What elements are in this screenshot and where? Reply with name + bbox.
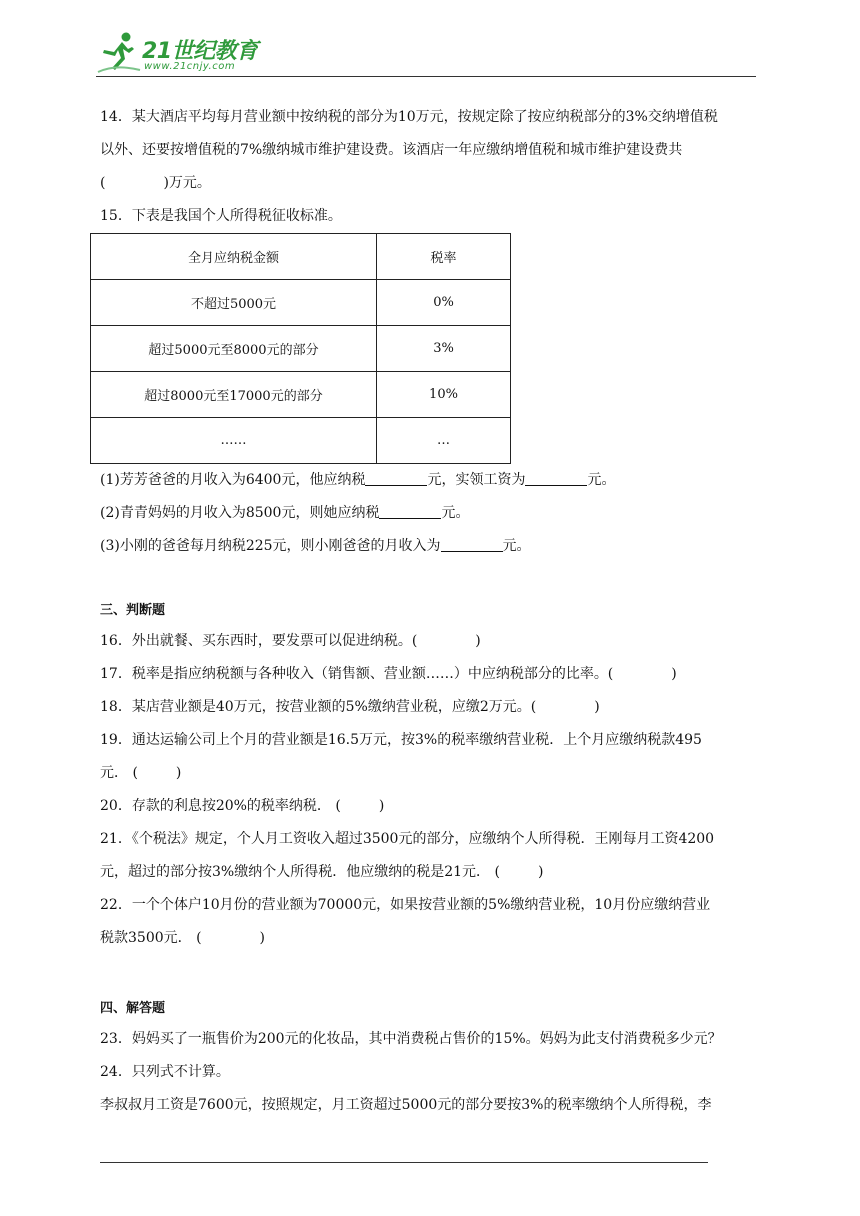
footer-divider <box>100 1162 708 1163</box>
q16: 16．外出就餐、买东西时，要发票可以促进纳税。( ) <box>100 633 481 649</box>
q24-body: 李叔叔月工资是7600元，按照规定，月工资超过5000元的部分要按3%的税率缴纳个人所得税，李 <box>100 1097 712 1113</box>
table-row <box>91 372 511 418</box>
page-header <box>96 30 756 78</box>
header-divider <box>96 76 756 77</box>
table-cell: 不超过5000元 <box>91 280 377 326</box>
worksheet-body <box>100 101 764 1122</box>
q14-line1: 14．某大酒店平均每月营业额中按纳税的部分为10万元，按规定除了按应纳税部分的3%交纳增值税 <box>100 109 718 125</box>
q17: 17．税率是指应纳税额与各种收入（销售额、营业额……）中应纳税部分的比率。( ) <box>100 666 677 682</box>
table-row <box>91 326 511 372</box>
q19-line2: 元． ( ) <box>100 765 182 781</box>
section-title-judgement: 三、判断题 <box>100 603 166 618</box>
q15-sub3: (3)小刚的爸爸每月纳税225元，则小刚爸爸的月收入为 元。 <box>100 538 531 554</box>
answer-blank[interactable] <box>441 537 503 552</box>
table-header-row <box>91 234 511 280</box>
table-cell: … <box>377 418 511 464</box>
table-cell: …… <box>91 418 377 464</box>
q20: 20．存款的利息按20%的税率纳税． ( ) <box>100 798 385 814</box>
q19-line1: 19．通达运输公司上个月的营业额是16.5万元，按3%的税率缴纳营业税．上个月应缴纳税款495 <box>100 732 702 748</box>
q23: 23．妈妈买了一瓶售价为200元的化妆品，其中消费税占售价的15%。妈妈为此支付消费税多少元？ <box>100 1031 722 1047</box>
q14-line3: ( )万元。 <box>100 175 211 191</box>
table-cell: 超过5000元至8000元的部分 <box>91 326 377 372</box>
runner-logo-icon <box>96 30 142 76</box>
logo-text: 21世纪教育 <box>142 39 258 64</box>
q15-intro: 15．下表是我国个人所得税征收标准。 <box>100 208 342 224</box>
table-row <box>91 280 511 326</box>
q15-sub1: (1)芳芳爸爸的月收入为6400元，他应纳税 元，实领工资为 元。 <box>100 472 616 488</box>
table-row <box>91 418 511 464</box>
tax-rate-table <box>90 233 511 464</box>
q14-line2: 以外、还要按增值税的7%缴纳城市维护建设费。该酒店一年应缴纳增值税和城市维护建设费共 <box>100 142 683 158</box>
q21-line2: 元，超过的部分按3%缴纳个人所得税．他应缴纳的税是21元． ( ) <box>100 864 544 880</box>
q24: 24．只列式不计算。 <box>100 1064 230 1080</box>
q22-line2: 税款3500元． ( ) <box>100 930 266 946</box>
table-cell: 3% <box>377 326 511 372</box>
q22-line1: 22．一个个体户10月份的营业额为70000元，如果按营业额的5%缴纳营业税，10月份应缴纳营业 <box>100 897 711 913</box>
table-header-cell: 全月应纳税金额 <box>91 234 377 280</box>
q21-line1: 21．《个税法》规定，个人月工资收入超过3500元的部分，应缴纳个人所得税．王刚每月工资4200 <box>100 831 715 847</box>
answer-blank[interactable] <box>525 471 587 486</box>
table-header-cell: 税率 <box>377 234 511 280</box>
section-title-answers: 四、解答题 <box>100 1001 166 1016</box>
table-cell: 超过8000元至17000元的部分 <box>91 372 377 418</box>
answer-blank[interactable] <box>379 504 441 519</box>
site-logo <box>96 30 276 76</box>
q18: 18．某店营业额是40万元，按营业额的5%缴纳营业税，应缴2万元。( ) <box>100 699 600 715</box>
table-cell: 0% <box>377 280 511 326</box>
q15-sub2: (2)青青妈妈的月收入为8500元，则她应纳税 元。 <box>100 505 470 521</box>
answer-blank[interactable] <box>365 471 427 486</box>
logo-url: www.21cnjy.com <box>144 61 236 72</box>
table-cell: 10% <box>377 372 511 418</box>
